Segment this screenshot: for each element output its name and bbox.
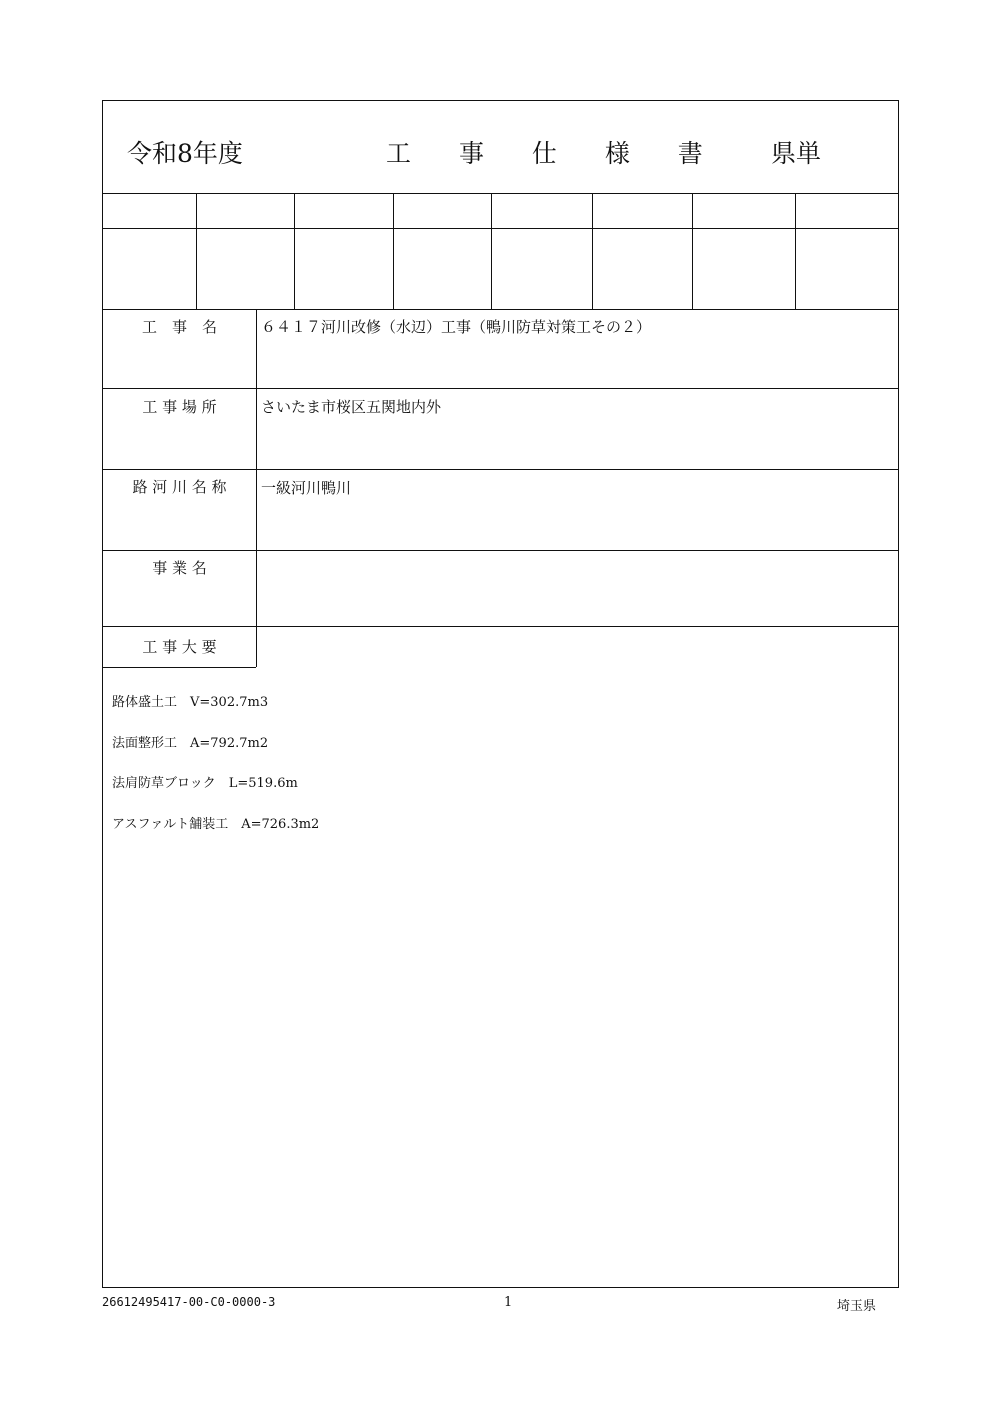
jigyo-mei-label: 事 業 名 bbox=[152, 559, 207, 577]
label-column-divider bbox=[256, 309, 257, 667]
budget-category: 県単 bbox=[771, 139, 822, 168]
stamp-grid-col bbox=[795, 193, 796, 309]
era-year: 令和8年度 bbox=[127, 139, 243, 168]
summary-item: 路体盛土工 V=302.7m3 bbox=[112, 695, 269, 710]
issuer-name: 埼玉県 bbox=[837, 1299, 877, 1314]
summary-label-bottom bbox=[103, 667, 256, 668]
koji-taiyo-label: 工 事 大 要 bbox=[142, 638, 217, 656]
stamp-grid-col bbox=[692, 193, 693, 309]
summary-item: 法面整形工 A=792.7m2 bbox=[112, 736, 269, 751]
row-divider-3 bbox=[103, 550, 898, 551]
document-code: 26612495417-00-C0-0000-3 bbox=[102, 1295, 276, 1309]
stamp-grid-col bbox=[592, 193, 593, 309]
koji-basho-value: さいたま市桜区五関地内外 bbox=[261, 398, 442, 416]
summary-item: アスファルト舗装工 A=726.3m2 bbox=[112, 817, 320, 832]
stamp-grid-bottom bbox=[103, 309, 898, 310]
stamp-grid-col bbox=[393, 193, 394, 309]
koji-mei-value: ６４１７河川改修（水辺）工事（鴨川防草対策工その２） bbox=[261, 318, 652, 336]
row-divider-4 bbox=[103, 626, 898, 627]
koji-mei-label: 工 事 名 bbox=[141, 318, 217, 336]
stamp-grid-col bbox=[491, 193, 492, 309]
page-number: 1 bbox=[504, 1295, 513, 1310]
stamp-grid-divider bbox=[103, 228, 898, 229]
spec-sheet-frame bbox=[102, 100, 899, 1288]
kasen-meisho-value: 一級河川鴨川 bbox=[261, 479, 352, 497]
title-divider bbox=[103, 193, 898, 194]
kasen-meisho-label: 路 河 川 名 称 bbox=[132, 478, 227, 496]
row-divider-1 bbox=[103, 388, 898, 389]
document-title: 工 事 仕 様 書 bbox=[386, 139, 723, 168]
stamp-grid-col bbox=[294, 193, 295, 309]
summary-item: 法肩防草ブロック L=519.6m bbox=[112, 776, 298, 791]
stamp-grid-col bbox=[196, 193, 197, 309]
koji-basho-label: 工 事 場 所 bbox=[142, 398, 217, 416]
row-divider-2 bbox=[103, 469, 898, 470]
